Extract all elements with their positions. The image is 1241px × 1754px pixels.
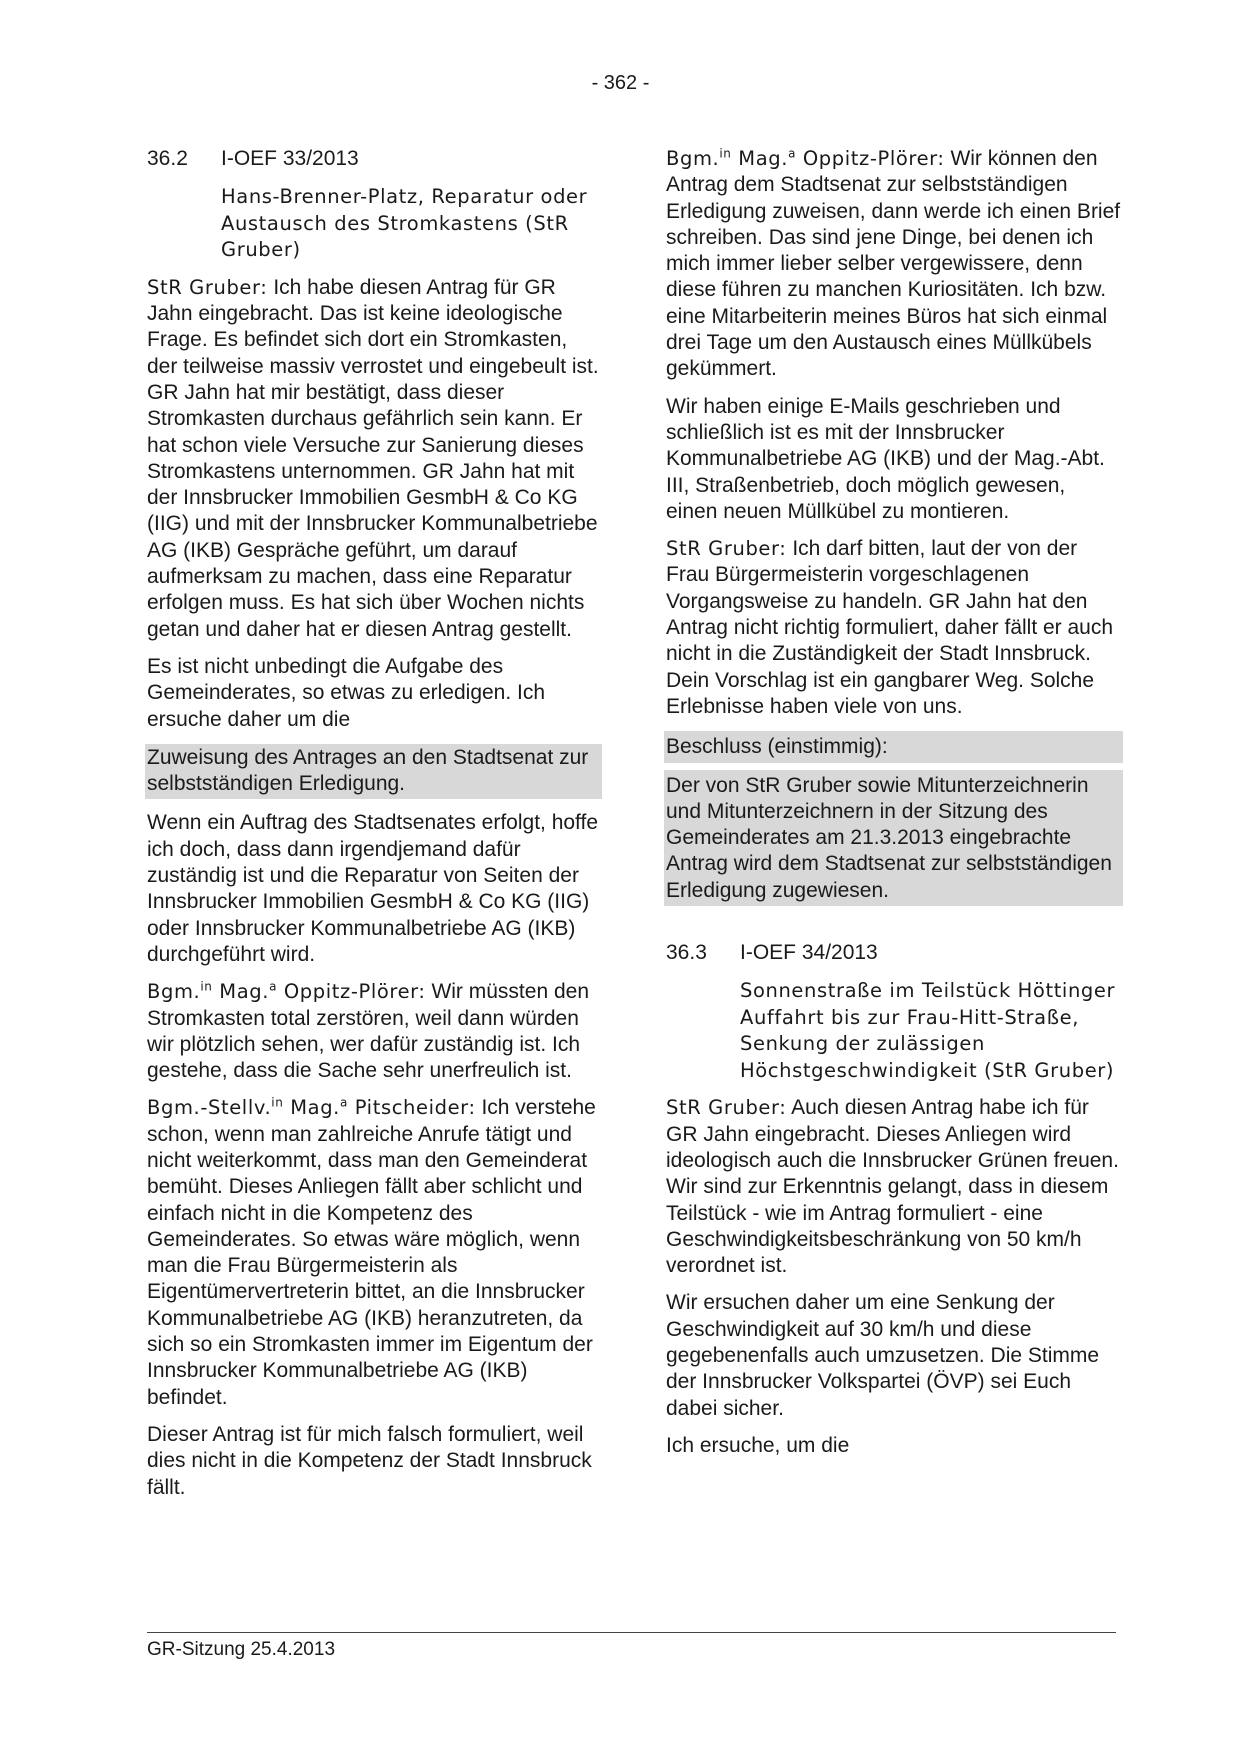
section-heading-36-2 xyxy=(147,146,602,172)
footer-divider xyxy=(147,1632,1116,1633)
right-column xyxy=(666,146,1121,1470)
paragraph: StR Gruber: Auch diesen Antrag habe ich für GR Jahn eingebracht. Dieses Anliegen wird ideologisch auch die Innsbrucker Grünen freuen. Wir sind zur Erkenntnis gelangt, dass in diesem Teilstück - wie im Antrag formuliert - eine Geschwindigkeitsbeschränkung von 50 km/h verordnet ist. xyxy=(666,1096,1119,1278)
paragraph: Bgm.$^{in}$ Mag.$^a$ Oppitz-Plörer: Wir können den Antrag dem Stadtsenat zur selbstständigen Erledigung zuweisen, dann werde ich einen Brief schreiben. Das sind jene Dinge, bei denen ich mich immer lieber selber vergewissere, denn diese führen zu manchen Kuriositäten. Ich bzw. eine Mitarbeiterin meines Büros hat sich einmal drei Tage um den Austausch eines Müllkübels gekümmert. xyxy=(666,146,1121,381)
speaker-name: StR Gruber: xyxy=(666,537,787,561)
speaker-name: StR Gruber: xyxy=(147,275,268,299)
section-number: 36.3 xyxy=(666,941,707,965)
section-number: 36.2 xyxy=(147,147,188,170)
page-number: - 362 - xyxy=(591,72,650,94)
paragraph: Dieser Antrag ist für mich falsch formuliert, weil dies nicht in die Kompetenz der Stadt Innsbruck fällt. xyxy=(147,1422,592,1499)
speaker-name: Bgm.$^{in}$ Mag.$^a$ Oppitz-Plörer: xyxy=(666,146,945,170)
paragraph: Bgm.-Stellv.$^{in}$ Mag.$^a$ Pitscheider: Ich verstehe schon, wenn man zahlreiche Anrufe tätigt und nicht weiterkommt, dass man den Gemeinderat bemüht. Dieses Anliegen fällt aber schlicht und einfach nicht in die Kompetenz des Gemeinderates. So etwas wäre möglich, wenn man die Frau Bürgermeisterin als Eigentümervertreterin bittet, an die Innsbrucker Kommunalbetriebe AG (IKB) heranzutreten, da sich so ein Stromkasten immer im Eigentum der Innsbrucker Kommunalbetriebe AG (IKB) befindet. xyxy=(147,1095,596,1409)
resolution-label: Beschluss (einstimmig): xyxy=(664,731,1123,762)
speaker-name: Bgm.$^{in}$ Mag.$^a$ Oppitz-Plörer: xyxy=(147,979,426,1004)
paragraph: Es ist nicht unbedingt die Aufgabe des Gemeinderates, so etwas zu erledigen. Ich ersuche daher um die xyxy=(147,654,546,731)
paragraph: Wenn ein Auftrag des Stadtsenates erfolgt, hoffe ich doch, dass dann irgendjemand dafür zuständig ist und die Reparatur von Seiten der Innsbrucker Immobilien GesmbH & Co KG (IIG) oder Innsbrucker Kommunalbetriebe AG (IKB) durchgeführt wird. xyxy=(147,811,599,966)
paragraph: Wir ersuchen daher um eine Senkung der Geschwindigkeit auf 30 km/h und diese gegebenenfalls auch umzusetzen. Die Stimme der Innsbrucker Volkspartei (ÖVP) sei Euch dabei sicher. xyxy=(666,1291,1100,1420)
paragraph: StR Gruber: Ich darf bitten, laut der von der Frau Bürgermeisterin vorgeschlagenen Vorgangsweise zu handeln. GR Jahn hat den Antrag nicht richtig formuliert, daher fällt er auch nicht in die Zuständigkeit der Stadt Innsbruck. Dein Vorschlag ist ein gangbarer Weg. Solche Erlebnisse haben viele von uns. xyxy=(666,537,1114,718)
paragraph: Ich ersuche, um die xyxy=(666,1433,850,1457)
paragraph: Wir haben einige E-Mails geschrieben und schließlich ist es mit der Innsbrucker Kommunalbetriebe AG (IKB) und der Mag.-Abt. III, Straßenbetrieb, doch möglich gewesen, einen neuen Müllkübel zu montieren. xyxy=(666,394,1105,523)
resolution-text: Der von StR Gruber sowie Mitunterzeichnerin und Mitunterzeichnern in der Sitzung des Gemeinderates am 21.3.2013 eingebrachte Antrag wird dem Stadtsenat zur selbstständigen Erledigung zugewiesen. xyxy=(664,770,1123,906)
section-id: I-OEF 34/2013 xyxy=(740,941,878,965)
speaker-name: Bgm.-Stellv.$^{in}$ Mag.$^a$ Pitscheider: xyxy=(147,1095,476,1120)
motion-highlight: Zuweisung des Antrages an den Stadtsenat zur selbstständigen Erledigung. xyxy=(145,744,602,800)
left-column xyxy=(147,146,602,1512)
section-title: Sonnenstraße im Teilstück Höttinger Auffahrt bis zur Frau-Hitt-Straße, Senkung der zulässigen Höchstgeschwindigkeit (StR Gruber) xyxy=(740,979,1116,1082)
section-title: Hans-Brenner-Platz, Reparatur oder Austausch des Stromkastens (StR Gruber) xyxy=(221,185,588,262)
section-heading-36-3 xyxy=(666,940,1121,966)
paragraph: StR Gruber: Ich habe diesen Antrag für GR Jahn eingebracht. Das ist keine ideologische Frage. Es befindet sich dort ein Stromkasten, der teilweise massiv verrostet und eingebeult ist. GR Jahn hat mir bestätigt, dass dieser Stromkasten durchaus gefährlich sein kann. Er hat schon viele Versuche zur Sanierung dieses Stromkastens unternommen. GR Jahn hat mit der Innsbrucker Immobilien GesmbH & Co KG (IIG) und mit der Innsbrucker Kommunalbetriebe AG (IKB) Gespräche geführt, um darauf aufmerksam zu machen, dass eine Reparatur erfolgen muss. Es hat sich über Wochen nichts getan und daher hat er diesen Antrag gestellt. xyxy=(147,275,599,641)
footer-text: GR-Sitzung 25.4.2013 xyxy=(147,1639,336,1660)
speaker-name: StR Gruber: xyxy=(666,1096,787,1120)
section-id: I-OEF 33/2013 xyxy=(221,147,359,170)
paragraph: Bgm.$^{in}$ Mag.$^a$ Oppitz-Plörer: Wir müssten den Stromkasten total zerstören, weil dann würden wir plötzlich sehen, wer dafür zuständig ist. Ich gestehe, dass die Sache sehr unerfreulich ist. xyxy=(147,979,589,1083)
